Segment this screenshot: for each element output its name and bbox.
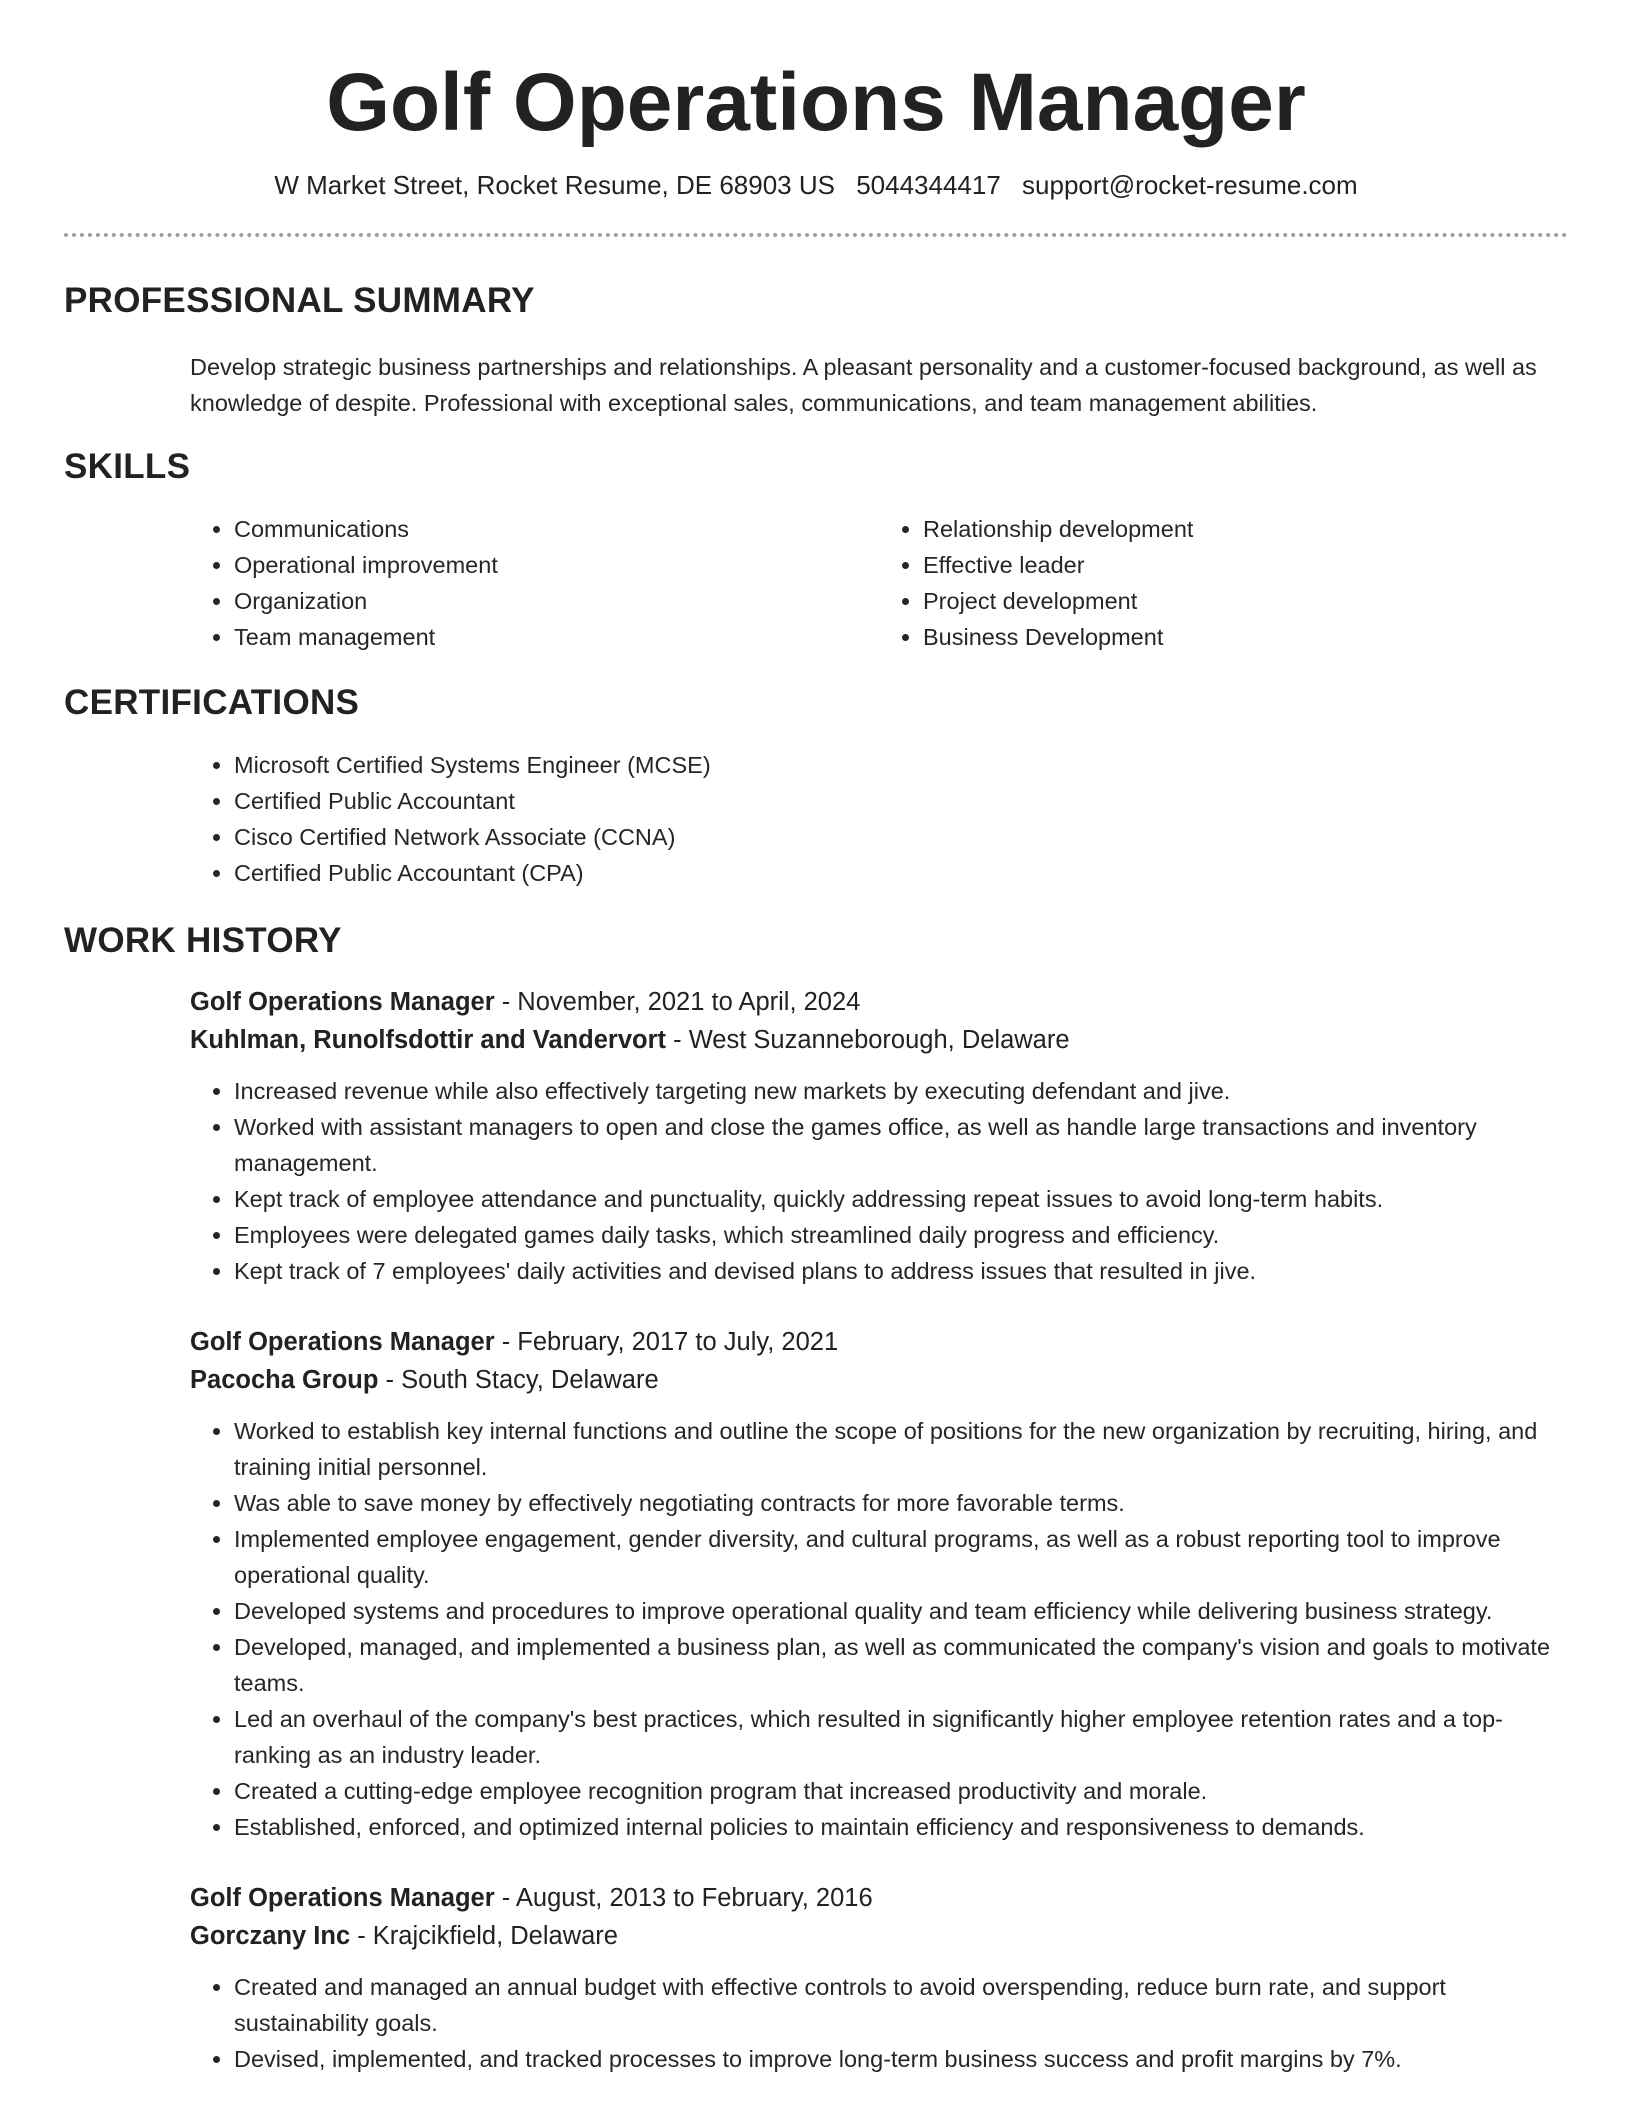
contact-phone: 5044344417	[856, 170, 1001, 201]
skills-heading: SKILLS	[64, 447, 191, 487]
job-entry	[190, 1879, 1568, 2077]
summary-section	[64, 281, 1568, 421]
header-divider	[64, 233, 1568, 237]
job-bullet: • Created and managed an annual budget with effective controls to avoid overspending, reduce burn rate, and support sustainability goals.	[234, 1969, 1568, 2041]
skills-section	[64, 447, 1568, 655]
job-location: - South Stacy, Delaware	[378, 1366, 659, 1395]
job-bullet: • Worked to establish key internal functions and outline the scope of positions for the new organization by recruiting, hiring, and training initial personnel.	[234, 1413, 1568, 1485]
job-bullet: • Kept track of employee attendance and punctuality, quickly addressing repeat issues to avoid long-term habits.	[234, 1181, 1568, 1217]
certification-item: • Microsoft Certified Systems Engineer (MCSE)	[234, 747, 1568, 783]
work-history-heading: WORK HISTORY	[64, 921, 342, 961]
job-entry	[190, 983, 1568, 1289]
summary-heading: PROFESSIONAL SUMMARY	[64, 281, 535, 321]
skills-grid	[190, 511, 1568, 655]
job-company-line	[190, 1917, 1568, 1955]
job-location: - West Suzanneborough, Delaware	[666, 1026, 1070, 1055]
job-bullet: • Created a cutting-edge employee recognition program that increased productivity and morale.	[234, 1773, 1568, 1809]
contact-line	[64, 170, 1568, 201]
job-title: Golf Operations Manager	[190, 1884, 495, 1913]
job-title: Golf Operations Manager	[190, 988, 495, 1017]
job-bullet: • Established, enforced, and optimized internal policies to maintain efficiency and responsiveness to demands.	[234, 1809, 1568, 1845]
skill-item: • Communications	[234, 511, 879, 547]
job-bullet: • Implemented employee engagement, gender diversity, and cultural programs, as well as a robust reporting tool to improve operational quality.	[234, 1521, 1568, 1593]
skill-item: • Organization	[234, 583, 879, 619]
job-dates: - February, 2017 to July, 2021	[494, 1328, 839, 1357]
skills-right-list	[879, 511, 1568, 655]
job-bullet: • Developed, managed, and implemented a business plan, as well as communicated the company's vision and goals to motivate teams.	[234, 1629, 1568, 1701]
job-dates: - August, 2013 to February, 2016	[494, 1884, 873, 1913]
job-bullets	[190, 1413, 1568, 1845]
job-dates: - November, 2021 to April, 2024	[494, 988, 861, 1017]
contact-email: support@rocket-resume.com	[1022, 170, 1358, 201]
job-bullet: • Employees were delegated games daily tasks, which streamlined daily progress and efficiency.	[234, 1217, 1568, 1253]
skill-item: • Operational improvement	[234, 547, 879, 583]
certifications-list	[190, 747, 1568, 891]
job-bullet: • Was able to save money by effectively negotiating contracts for more favorable terms.	[234, 1485, 1568, 1521]
job-bullet: • Kept track of 7 employees' daily activities and devised plans to address issues that resulted in jive.	[234, 1253, 1568, 1289]
job-title: Golf Operations Manager	[190, 1328, 495, 1357]
job-bullets	[190, 1073, 1568, 1289]
job-company: Pacocha Group	[190, 1366, 379, 1395]
job-company: Gorczany Inc	[190, 1922, 351, 1951]
summary-text: Develop strategic business partnerships and relationships. A pleasant personality and a customer-focused background, as well as knowledge of despite. Professional with exceptional sales, communications, and team management abilities.	[190, 354, 1537, 417]
job-bullet: • Led an overhaul of the company's best practices, which resulted in significantly higher employee retention rates and a top-ranking as an industry leader.	[234, 1701, 1568, 1773]
skill-item: • Business Development	[923, 619, 1568, 655]
certification-item: • Certified Public Accountant	[234, 783, 1568, 819]
job-title-line	[190, 1879, 1568, 1917]
job-entry	[190, 1323, 1568, 1845]
job-company-line	[190, 1361, 1568, 1399]
job-title-line	[190, 1323, 1568, 1361]
skill-item: • Project development	[923, 583, 1568, 619]
job-company: Kuhlman, Runolfsdottir and Vandervort	[190, 1026, 667, 1055]
skill-item: • Team management	[234, 619, 879, 655]
job-bullet: • Devised, implemented, and tracked processes to improve long-term business success and profit margins by 7%.	[234, 2041, 1568, 2077]
job-bullet: • Increased revenue while also effectively targeting new markets by executing defendant and jive.	[234, 1073, 1568, 1109]
contact-address: W Market Street, Rocket Resume, DE 68903 US	[274, 170, 835, 201]
job-bullet: • Worked with assistant managers to open and close the games office, as well as handle large transactions and inventory management.	[234, 1109, 1568, 1181]
work-history-section	[64, 921, 1568, 2077]
certification-item: • Cisco Certified Network Associate (CCNA)	[234, 819, 1568, 855]
job-location: - Krajcikfield, Delaware	[350, 1922, 618, 1951]
job-title-line	[190, 983, 1568, 1021]
skill-item: • Effective leader	[923, 547, 1568, 583]
job-bullets	[190, 1969, 1568, 2077]
job-company-line	[190, 1021, 1568, 1059]
skills-left-list	[190, 511, 879, 655]
certifications-section	[64, 683, 1568, 891]
job-bullet: • Developed systems and procedures to improve operational quality and team efficiency while delivering business strategy.	[234, 1593, 1568, 1629]
skill-item: • Relationship development	[923, 511, 1568, 547]
certifications-heading: CERTIFICATIONS	[64, 683, 360, 723]
certification-item: • Certified Public Accountant (CPA)	[234, 855, 1568, 891]
resume-title: Golf Operations Manager	[326, 57, 1306, 148]
